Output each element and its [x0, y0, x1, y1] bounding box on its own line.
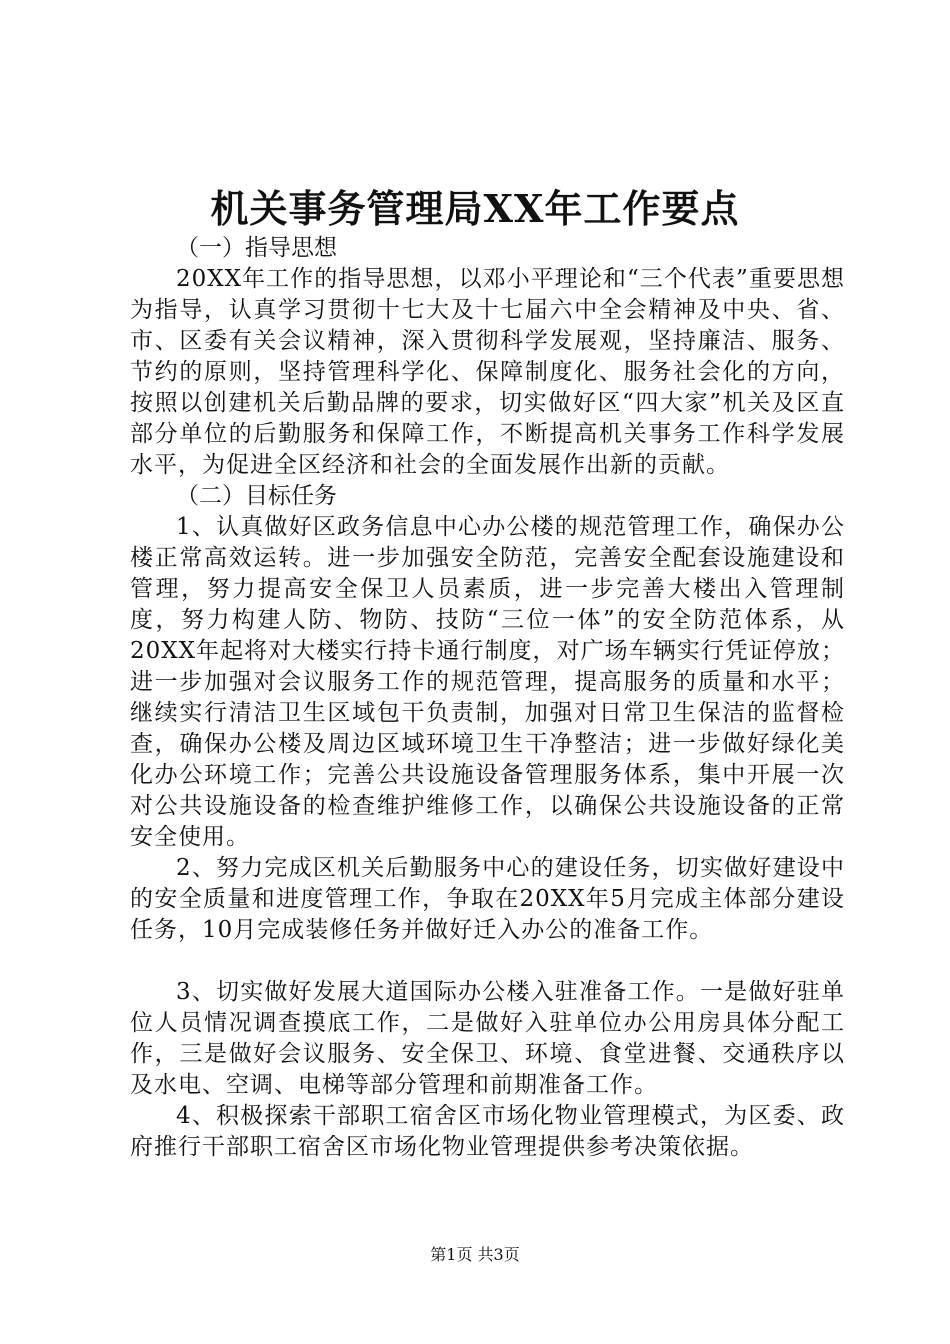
blank-line — [130, 946, 845, 977]
section-heading-goals: （二）目标任务 — [176, 483, 337, 509]
document-body — [130, 233, 845, 1163]
section-heading-guiding: （一）指导思想 — [176, 235, 337, 261]
paragraph-item-3: 3、切实做好发展大道国际办公楼入驻准备工作。一是做好驻单位人员情况调查摸底工作，二是做好入驻单位办公用房具体分配工作，三是做好会议服务、安全保卫、环境、食堂进餐、交通秩序以及水电、空调、电梯等部分管理和前期准备工作。 — [130, 979, 845, 1098]
page-number-footer: 第1页 共3页 — [430, 1245, 520, 1264]
paragraph-guiding: 20XX年工作的指导思想，以邓小平理论和“三个代表”重要思想为指导，认真学习贯彻十七大及十七届六中全会精神及中央、省、市、区委有关会议精神，深入贯彻科学发展观，坚持廉洁、服务、节约的原则，坚持管理科学化、保障制度化、服务社会化的方向，按照以创建机关后勤品牌的要求，切实做好区“四大家”机关及区直部分单位的后勤服务和保障工作，不断提高机关事务工作科学发展水平，为促进全区经济和社会的全面发展作出新的贡献。 — [130, 266, 845, 478]
paragraph-item-1: 1、认真做好区政务信息中心办公楼的规范管理工作，确保办公楼正常高效运转。进一步加强安全防范，完善安全配套设施建设和管理，努力提高安全保卫人员素质，进一步完善大楼出入管理制度，努力构建人防、物防、技防“三位一体”的安全防范体系，从20XX年起将对大楼实行持卡通行制度，对广场车辆实行凭证停放；进一步加强对会议服务工作的规范管理，提高服务的质量和水平；继续实行清洁卫生区域包干负责制，加强对日常卫生保洁的监督检查，确保办公楼及周边区域环境卫生干净整洁；进一步做好绿化美化办公环境工作；完善公共设施设备管理服务体系，集中开展一次对公共设施设备的检查维护维修工作，以确保公共设施设备的正常安全使用。 — [130, 514, 845, 850]
paragraph-item-2: 2、努力完成区机关后勤服务中心的建设任务，切实做好建设中的安全质量和进度管理工作，争取在20XX年5月完成主体部分建设任务，10月完成装修任务并做好迁入办公的准备工作。 — [130, 855, 845, 943]
document-title: 机关事务管理局XX年工作要点 — [210, 186, 740, 231]
paragraph-item-4: 4、积极探索干部职工宿舍区市场化物业管理模式，为区委、政府推行干部职工宿舍区市场化物业管理提供参考决策依据。 — [130, 1103, 845, 1160]
